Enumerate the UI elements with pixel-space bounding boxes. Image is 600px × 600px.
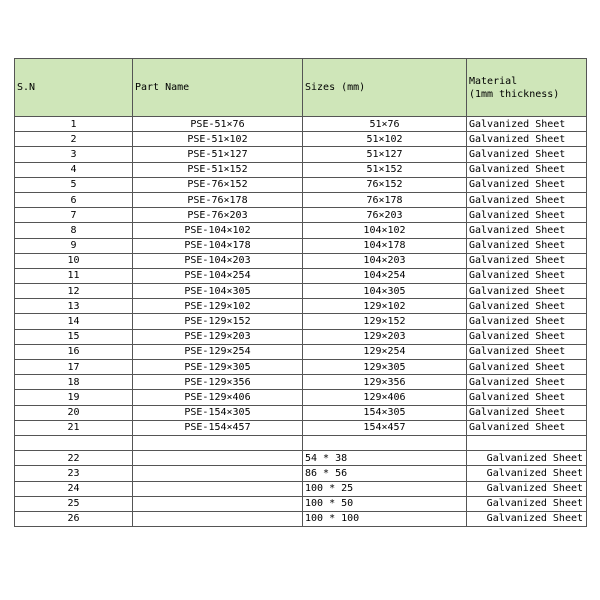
cell-part-name: PSE-51×102 [133, 132, 303, 147]
cell-sn: 19 [15, 390, 133, 405]
table-row [15, 284, 587, 299]
header-material-line1: Material [469, 75, 518, 87]
table-row [15, 238, 587, 253]
cell-part-name: PSE-76×152 [133, 177, 303, 192]
cell-part-name: PSE-129×152 [133, 314, 303, 329]
cell-part-name: PSE-104×102 [133, 223, 303, 238]
cell-size: 51×102 [303, 132, 467, 147]
table-row [15, 390, 587, 405]
cell-material: Galvanized Sheet [467, 299, 587, 314]
cell-size: 104×305 [303, 284, 467, 299]
cell-size: 104×178 [303, 238, 467, 253]
table-row [15, 405, 587, 420]
cell-size: 129×203 [303, 329, 467, 344]
cell-part-name [133, 481, 303, 496]
table-row [15, 511, 587, 526]
table-row [15, 481, 587, 496]
cell-part-name: PSE-129×203 [133, 329, 303, 344]
table-row [15, 420, 587, 435]
cell-material: Galvanized Sheet [467, 420, 587, 435]
table-row [15, 299, 587, 314]
cell-sn: 15 [15, 329, 133, 344]
cell-sn: 11 [15, 268, 133, 283]
cell-part-name: PSE-76×178 [133, 192, 303, 207]
cell-size: 129×254 [303, 344, 467, 359]
cell-size: 51×127 [303, 147, 467, 162]
cell-part-name [133, 451, 303, 466]
cell-sn: 24 [15, 481, 133, 496]
cell-material: Galvanized Sheet [467, 451, 587, 466]
cell-material: Galvanized Sheet [467, 162, 587, 177]
cell-sn: 4 [15, 162, 133, 177]
cell-empty [467, 435, 587, 450]
cell-size: 100 * 25 [303, 481, 467, 496]
cell-part-name: PSE-104×254 [133, 268, 303, 283]
cell-sn: 7 [15, 208, 133, 223]
table-row [15, 208, 587, 223]
table-row [15, 117, 587, 132]
cell-part-name [133, 511, 303, 526]
cell-size: 104×254 [303, 268, 467, 283]
cell-size: 54 * 38 [303, 451, 467, 466]
cell-size: 100 * 100 [303, 511, 467, 526]
cell-material: Galvanized Sheet [467, 117, 587, 132]
cell-part-name [133, 496, 303, 511]
table-row [15, 253, 587, 268]
cell-size: 154×305 [303, 405, 467, 420]
cell-sn: 25 [15, 496, 133, 511]
cell-size: 100 * 50 [303, 496, 467, 511]
parts-table [14, 58, 587, 527]
cell-sn: 2 [15, 132, 133, 147]
table-row [15, 147, 587, 162]
cell-sn: 22 [15, 451, 133, 466]
cell-size: 129×356 [303, 375, 467, 390]
cell-material: Galvanized Sheet [467, 284, 587, 299]
cell-empty [15, 435, 133, 450]
cell-material: Galvanized Sheet [467, 375, 587, 390]
cell-sn: 10 [15, 253, 133, 268]
cell-material: Galvanized Sheet [467, 268, 587, 283]
cell-material: Galvanized Sheet [467, 344, 587, 359]
cell-part-name: PSE-129×254 [133, 344, 303, 359]
cell-part-name: PSE-104×178 [133, 238, 303, 253]
cell-sn: 3 [15, 147, 133, 162]
cell-part-name: PSE-104×305 [133, 284, 303, 299]
cell-material: Galvanized Sheet [467, 177, 587, 192]
header-sizes: Sizes (mm) [303, 59, 467, 117]
table-row [15, 451, 587, 466]
header-material-line2: (1mm thickness) [469, 88, 560, 100]
cell-size: 76×152 [303, 177, 467, 192]
table-row [15, 496, 587, 511]
cell-material: Galvanized Sheet [467, 496, 587, 511]
cell-sn: 1 [15, 117, 133, 132]
cell-material: Galvanized Sheet [467, 192, 587, 207]
cell-sn: 21 [15, 420, 133, 435]
cell-sn: 6 [15, 192, 133, 207]
cell-sn: 13 [15, 299, 133, 314]
cell-size: 129×406 [303, 390, 467, 405]
cell-material: Galvanized Sheet [467, 314, 587, 329]
cell-sn: 23 [15, 466, 133, 481]
cell-part-name: PSE-154×457 [133, 420, 303, 435]
table-row [15, 268, 587, 283]
cell-size: 76×203 [303, 208, 467, 223]
cell-size: 76×178 [303, 192, 467, 207]
cell-part-name [133, 466, 303, 481]
cell-part-name: PSE-51×152 [133, 162, 303, 177]
cell-sn: 18 [15, 375, 133, 390]
cell-size: 129×152 [303, 314, 467, 329]
cell-material: Galvanized Sheet [467, 253, 587, 268]
cell-material: Galvanized Sheet [467, 132, 587, 147]
cell-sn: 12 [15, 284, 133, 299]
table-row [15, 375, 587, 390]
cell-sn: 17 [15, 360, 133, 375]
cell-material: Galvanized Sheet [467, 223, 587, 238]
cell-material: Galvanized Sheet [467, 208, 587, 223]
cell-part-name: PSE-51×127 [133, 147, 303, 162]
table-row [15, 344, 587, 359]
table-row [15, 192, 587, 207]
header-material [467, 59, 587, 117]
cell-material: Galvanized Sheet [467, 360, 587, 375]
cell-part-name: PSE-104×203 [133, 253, 303, 268]
cell-part-name: PSE-129×102 [133, 299, 303, 314]
cell-sn: 20 [15, 405, 133, 420]
cell-material: Galvanized Sheet [467, 238, 587, 253]
cell-material: Galvanized Sheet [467, 481, 587, 496]
cell-part-name: PSE-129×305 [133, 360, 303, 375]
cell-sn: 16 [15, 344, 133, 359]
cell-size: 86 * 56 [303, 466, 467, 481]
cell-material: Galvanized Sheet [467, 147, 587, 162]
cell-material: Galvanized Sheet [467, 511, 587, 526]
cell-sn: 26 [15, 511, 133, 526]
table-row [15, 329, 587, 344]
cell-size: 104×203 [303, 253, 467, 268]
header-part-name: Part Name [133, 59, 303, 117]
cell-material: Galvanized Sheet [467, 466, 587, 481]
cell-size: 154×457 [303, 420, 467, 435]
cell-size: 51×152 [303, 162, 467, 177]
blank-row [15, 435, 587, 450]
table-row [15, 314, 587, 329]
cell-empty [303, 435, 467, 450]
cell-material: Galvanized Sheet [467, 405, 587, 420]
table-row [15, 177, 587, 192]
cell-size: 51×76 [303, 117, 467, 132]
cell-part-name: PSE-154×305 [133, 405, 303, 420]
table-row [15, 223, 587, 238]
cell-sn: 9 [15, 238, 133, 253]
cell-size: 129×305 [303, 360, 467, 375]
cell-empty [133, 435, 303, 450]
cell-sn: 14 [15, 314, 133, 329]
cell-size: 104×102 [303, 223, 467, 238]
cell-sn: 8 [15, 223, 133, 238]
header-row [15, 59, 587, 117]
table-row [15, 132, 587, 147]
cell-material: Galvanized Sheet [467, 329, 587, 344]
table-row [15, 466, 587, 481]
cell-sn: 5 [15, 177, 133, 192]
table-row [15, 162, 587, 177]
cell-part-name: PSE-76×203 [133, 208, 303, 223]
cell-part-name: PSE-129×356 [133, 375, 303, 390]
cell-size: 129×102 [303, 299, 467, 314]
cell-part-name: PSE-51×76 [133, 117, 303, 132]
cell-part-name: PSE-129×406 [133, 390, 303, 405]
header-sn: S.N [15, 59, 133, 117]
table-row [15, 360, 587, 375]
cell-material: Galvanized Sheet [467, 390, 587, 405]
